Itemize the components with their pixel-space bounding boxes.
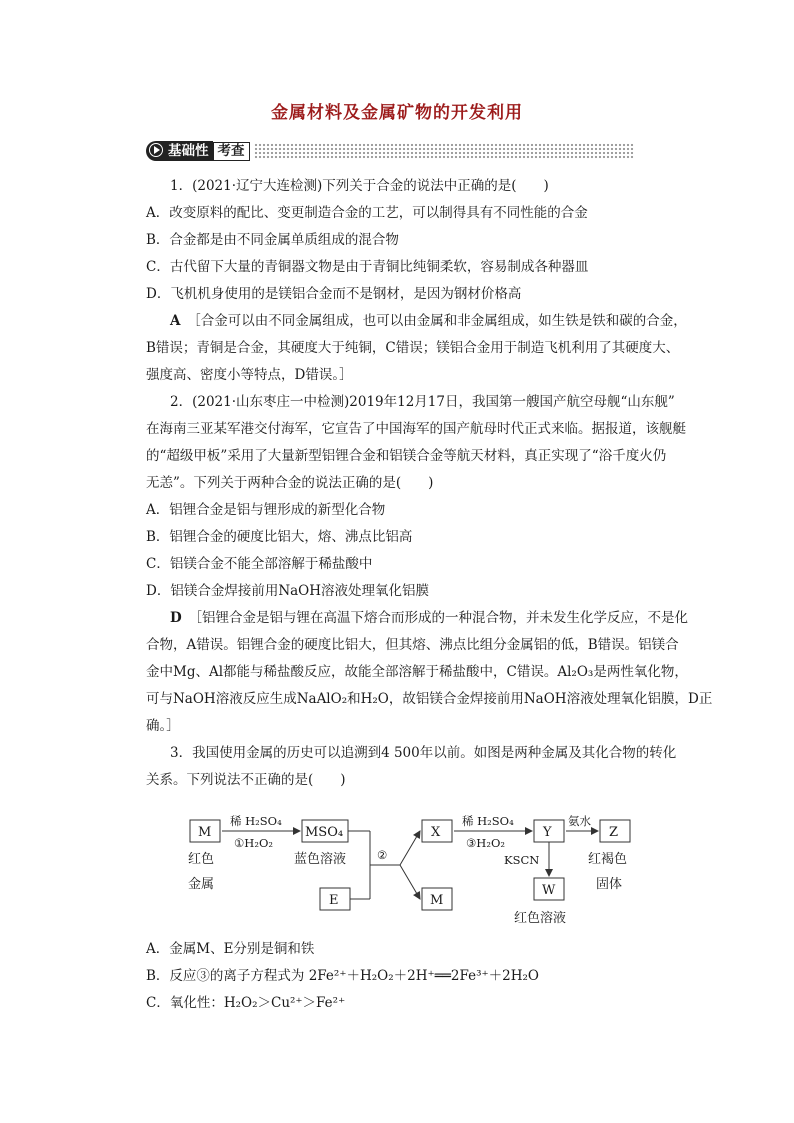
box-m-label: M (198, 825, 212, 840)
banner-label-basic: 基础性 (168, 143, 209, 159)
q1-analysis-line-3: 强度高、密度小等特点，D错误。］ (146, 367, 353, 383)
q2-analysis-line-4: 可与NaOH溶液反应生成NaAlO₂和H₂O，故铝镁合金焊接前用NaOH溶液处理氧化铝膜，D正 (146, 691, 713, 707)
conversion-diagram (170, 808, 650, 938)
box-mso4-label: MSO₄ (305, 825, 344, 840)
q1-answer-letter: A (170, 313, 181, 329)
q1-option-a: A．改变原料的配比、变更制造合金的工艺，可以制得具有不同性能的合金 (146, 205, 588, 221)
q3-option-b: B．反应③的离子方程式为 2Fe²⁺＋H₂O₂＋2H⁺══2Fe³⁺＋2H₂O (146, 968, 539, 984)
section-banner (146, 140, 634, 162)
q2-option-c: C．铝镁合金不能全部溶解于稀盐酸中 (146, 556, 373, 572)
box-z-label: Z (609, 825, 619, 840)
ammonia-label: 氨水 (568, 814, 591, 828)
q1-option-d: D．飞机机身使用的是镁铝合金而不是钢材，是因为钢材价格高 (146, 286, 522, 302)
label-m-line1: 红色 (188, 852, 215, 867)
q2-option-d: D．铝镁合金焊接前用NaOH溶液处理氧化铝膜 (146, 583, 430, 599)
kscn-label: KSCN (504, 853, 540, 867)
banner-dotted-rule (254, 143, 634, 159)
q2-analysis-line-1: D ［铝锂合金是铝与锂在高温下熔合而形成的一种混合物，并未发生化学反应，不是化 (170, 610, 688, 626)
q2-analysis-line-5: 确。］ (146, 718, 180, 734)
q2-stem-line-4: 无恙”。下列关于两种合金的说法正确的是( ) (146, 475, 434, 491)
q2-analysis-line-2: 合物，A错误。铝锂合金的硬度比铝大，但其熔、沸点比组分金属铝的低，B错误。铝镁合 (146, 637, 679, 653)
arrow3-condition: ③H₂O₂ (466, 836, 505, 850)
step2-label: ② (377, 848, 388, 862)
arrow1-reagent: 稀 H₂SO₄ (230, 814, 282, 828)
q2-stem-line-1: 2．(2021·山东枣庄一中检测)2019年12月17日，我国第一艘国产航空母舰“山东舰” (170, 394, 675, 410)
q3-option-c: C．氧化性：H₂O₂＞Cu²⁺＞Fe²⁺ (146, 995, 346, 1011)
label-z-line2: 固体 (596, 877, 623, 892)
q1-stem: 1．(2021·辽宁大连检测)下列关于合金的说法中正确的是( ) (170, 178, 549, 194)
label-w: 红色溶液 (514, 911, 567, 926)
box-y-label: Y (543, 825, 552, 840)
banner-tag-exam: 考查 (213, 142, 250, 161)
arrow3-reagent: 稀 H₂SO₄ (462, 814, 514, 828)
q2-option-b: B．铝锂合金的硬度比铝大，熔、沸点比铝高 (146, 529, 413, 545)
label-mso4: 蓝色溶液 (294, 852, 347, 867)
box-m2-label: M (430, 893, 444, 908)
box-x-label: X (431, 825, 441, 840)
q1-analysis-line-1: A ［合金可以由不同金属组成，也可以由金属和非金属组成，如生铁是铁和碳的合金， (170, 313, 687, 329)
box-e-label: E (329, 893, 339, 908)
q2-analysis-line-3: 金中Mg、Al都能与稀盐酸反应，故能全部溶解于稀盐酸中，C错误。Al₂O₃是两性氧化物， (146, 664, 688, 680)
q1-analysis-line-2: B错误；青铜是合金，其硬度大于纯铜，C错误；镁铝合金用于制造飞机利用了其硬度大、 (146, 340, 680, 356)
arrow-to-x (400, 831, 420, 865)
arrow-to-m2 (400, 865, 420, 899)
q1-option-b: B．合金都是由不同金属单质组成的混合物 (146, 232, 399, 248)
label-z-line1: 红褐色 (588, 852, 628, 867)
banner-tag-basic (146, 141, 213, 161)
box-w-label: W (542, 883, 556, 898)
arrow1-condition: ①H₂O₂ (234, 836, 273, 850)
q2-stem-line-3: 的“超级甲板”采用了大量新型铝锂合金和铝镁合金等航天材料，真正实现了“浴千度火仍 (146, 448, 667, 464)
q2-answer-letter: D (170, 610, 182, 626)
q1-option-c: C．古代留下大量的青铜器文物是由于青铜比纯铜柔软，容易制成各种器皿 (146, 259, 589, 275)
q2-option-a: A．铝锂合金是铝与锂形成的新型化合物 (146, 502, 386, 518)
label-m-line2: 金属 (188, 877, 215, 892)
q3-stem-line-1: 3．我国使用金属的历史可以追溯到4 500年以前。如图是两种金属及其化合物的转化 (170, 745, 677, 761)
q3-stem-line-2: 关系。下列说法不正确的是( ) (146, 772, 346, 788)
q3-option-a: A．金属M、E分别是铜和铁 (146, 941, 315, 957)
play-icon (149, 143, 163, 157)
q2-stem-line-2: 在海南三亚某军港交付海军，它宣告了中国海军的国产航母时代正式来临。据报道，该舰艇 (146, 421, 686, 437)
page-title: 金属材料及金属矿物的开发利用 (271, 103, 523, 123)
